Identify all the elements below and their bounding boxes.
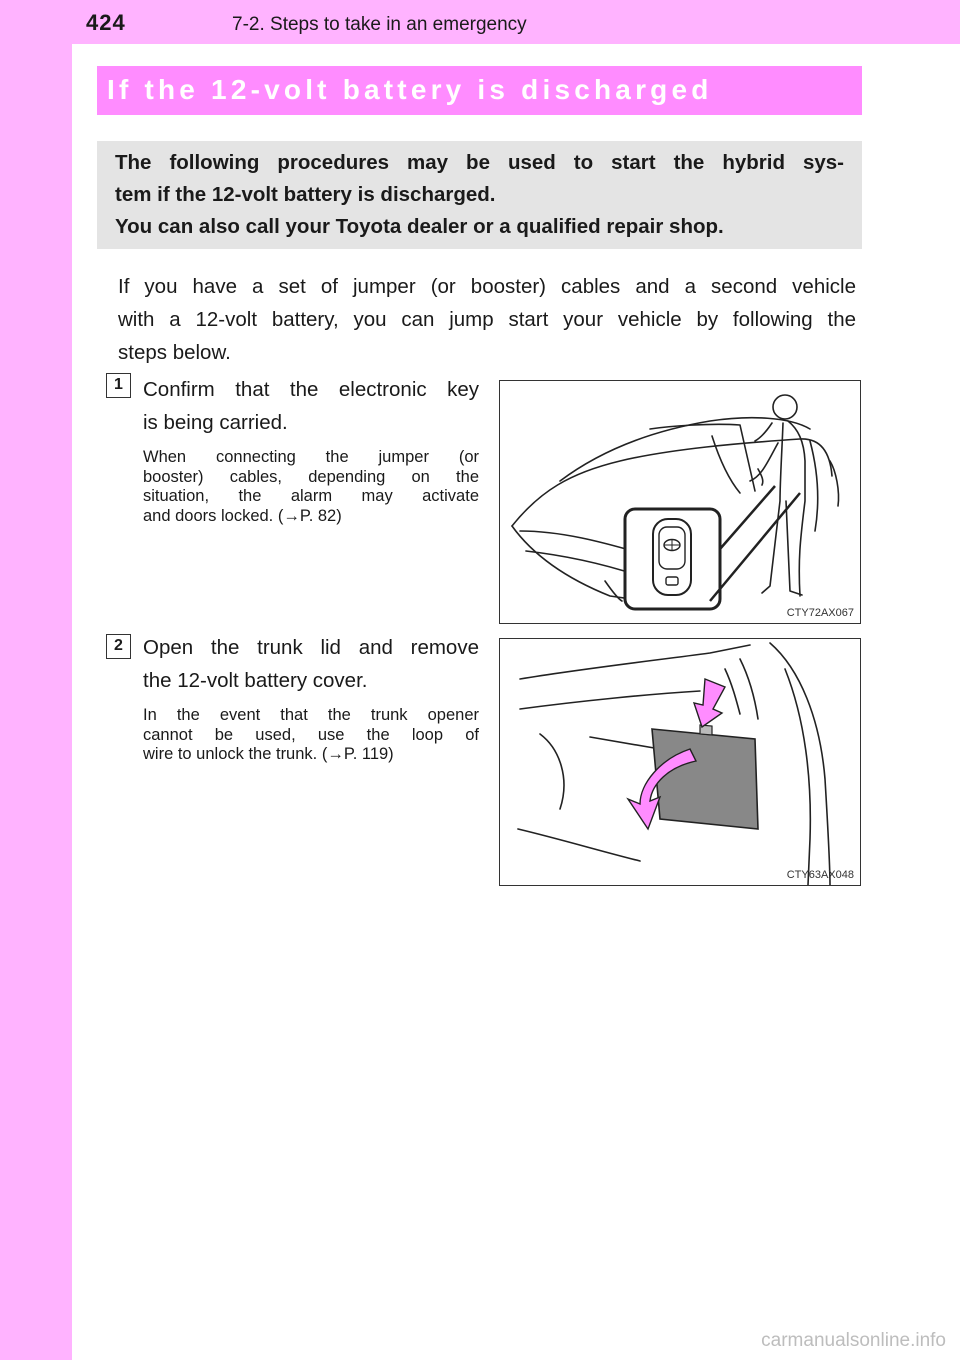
step-instruction (143, 373, 479, 439)
section-banner (97, 66, 862, 115)
side-tab-strip (0, 0, 72, 1360)
step-note-line: situation, the alarm may activate (143, 487, 479, 505)
step-note-line: In the event that the trunk opener (143, 706, 479, 724)
car-with-person-illustration (500, 381, 861, 624)
figure-trunk-illustration (499, 638, 861, 886)
battery-cover-panel (652, 729, 758, 829)
intro-line: You can also call your Toyota dealer or a qualified repair shop. (115, 215, 724, 238)
section-title: 7-2. Steps to take in an emergency (232, 14, 527, 35)
step-instruction-line: Open the trunk lid and remove (143, 636, 479, 659)
step-note-line: When connecting the jumper (or (143, 448, 479, 466)
body-line: steps below. (118, 341, 231, 364)
step-note-line: wire to unlock the trunk. (→P. 119) (143, 745, 394, 763)
step-instruction-line: the 12-volt battery cover. (143, 669, 368, 692)
intro-line: tem if the 12-volt battery is discharged. (115, 183, 496, 206)
step-instruction-line: Confirm that the electronic key (143, 378, 479, 401)
watermark: carmanualsonline.info (761, 1330, 946, 1351)
body-paragraph (118, 270, 856, 369)
step-note (143, 448, 479, 526)
step-note-line: cannot be used, use the loop of (143, 725, 479, 744)
step-number-badge: 1 (106, 373, 131, 398)
body-line: with a 12-volt battery, you can jump start your vehicle by following the (118, 308, 856, 331)
step-instruction (143, 631, 479, 697)
figure-code: CTY63AX048 (786, 869, 854, 881)
figure-key-illustration (499, 380, 861, 624)
step-note (143, 706, 479, 765)
step-number-badge: 2 (106, 634, 131, 659)
trunk-battery-cover-illustration (500, 639, 861, 886)
smart-key-icon (653, 519, 691, 595)
step-note-line: booster) cables, depending on the (143, 467, 479, 486)
body-line: If you have a set of jumper (or booster) cables and a second vehicle (118, 275, 856, 298)
banner-title: If the 12-volt battery is discharged (107, 74, 713, 105)
intro-line: The following procedures may be used to start the hybrid sys- (115, 151, 844, 174)
page-number: 424 (86, 10, 126, 35)
step-note-line: and doors locked. (→P. 82) (143, 506, 342, 525)
intro-box (97, 141, 862, 249)
step-instruction-line: is being carried. (143, 411, 288, 434)
arrow-icon (694, 679, 725, 727)
figure-code: CTY72AX067 (786, 607, 854, 619)
